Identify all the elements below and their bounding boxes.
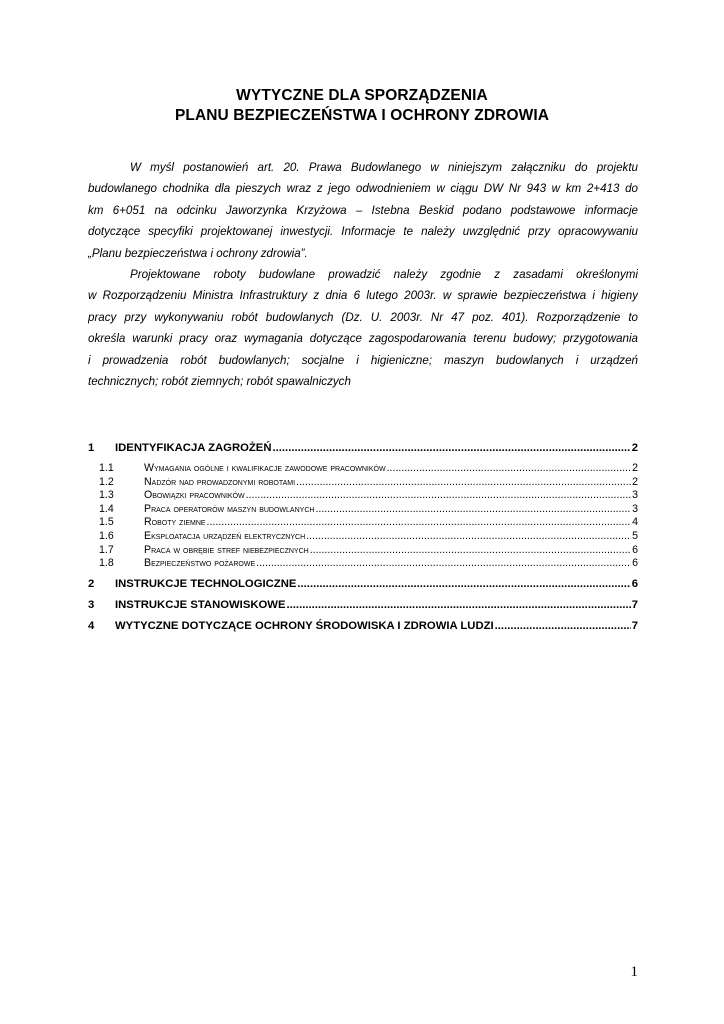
toc-leader [256,557,631,571]
toc-entry-1[interactable] [88,438,638,459]
paragraph-1-line: budowlanego chodnika dla pieszych wraz z jego odwodnieniem w ciągu DW Nr 943 w km 2+413 do [88,182,638,196]
toc-title: Roboty ziemne [144,516,206,529]
toc-entry-3[interactable] [88,595,638,616]
toc-page-number: 2 [632,462,638,474]
paragraph-2-line: Projektowane roboty budowlane prowadzić należy zgodnie z zasadami określonymi [130,267,638,281]
toc-title: IDENTYFIKACJA ZAGROŻEŃ [115,442,272,454]
toc-title: Praca operatorów maszyn budowlanych [144,502,315,515]
toc-number: 1.7 [99,543,114,556]
toc-page-number: 4 [632,516,638,529]
toc-number: 1.6 [99,529,114,542]
table-of-contents [88,438,638,637]
title-line-1: WYTYCZNE DLA SPORZĄDZENIA [236,87,488,104]
toc-number: 1.8 [99,557,114,570]
toc-leader [387,462,631,476]
toc-entry-1-8[interactable] [88,557,638,571]
toc-page-number: 7 [631,598,638,611]
paragraph-1-line: W myśl postanowień art. 20. Prawa Budowlanego w niniejszym załączniku do projektu [130,161,638,174]
paragraph-2-line: i prowadzenia robót budowlanych; socjalne i higieniczne; maszyn budowlanych i urządzeń [88,353,638,367]
toc-title: Bezpieczeństwo pożarowe [144,557,256,570]
toc-page-number: 2 [631,442,638,454]
toc-number: 4 [88,619,95,632]
toc-number: 1.4 [99,502,114,515]
toc-entry-1-3[interactable] [88,489,638,503]
toc-title: INSTRUKCJE TECHNOLOGICZNE [115,577,297,590]
paragraph-1-line: dotyczące specyfiki projektowanej inwestycji. Informacje te należy uwzględnić przy opracowywaniu [88,225,638,239]
toc-title: WYTYCZNE DOTYCZĄCE OCHRONY ŚRODOWISKA I ZDROWIA LUDZI [115,619,494,632]
intro-text [88,157,638,392]
toc-title: Obowiązki pracowników [144,489,245,502]
toc-title: INSTRUKCJE STANOWISKOWE [115,598,286,611]
paragraph-1-line: km 6+051 na odcinku Jaworzynka Krzyżowa – Istebna Beskid podano podstawowe informacje [88,203,638,217]
toc-number: 1 [88,442,95,454]
toc-leader [287,595,631,616]
toc-leader [495,616,631,637]
toc-number: 1.2 [99,475,114,488]
toc-title: Nadzór nad prowadzonymi robotami [144,475,296,488]
document-title [60,86,664,126]
toc-number: 3 [88,598,95,611]
toc-entry-1-6[interactable] [88,530,638,544]
toc-page-number: 5 [632,529,638,542]
toc-leader [315,503,631,517]
toc-page-number: 3 [632,489,638,502]
paragraph-2-line: pracy przy wykonywaniu robót budowlanych (Dz. U. 2003r. Nr 47 poz. 401). Rozporządzenie to [88,310,638,324]
toc-page-number: 7 [631,619,638,632]
toc-number: 2 [88,577,95,590]
title-line-2: PLANU BEZPIECZEŃSTWA I OCHRONY ZDROWIA [174,107,550,124]
toc-leader [310,544,631,558]
toc-leader [246,489,631,503]
toc-number: 1.1 [99,462,114,474]
toc-entry-2[interactable] [88,574,638,595]
toc-leader [296,476,631,490]
toc-page-number: 2 [632,475,638,488]
toc-entry-1-4[interactable] [88,503,638,517]
toc-leader [306,530,631,544]
toc-leader [207,516,632,530]
toc-title: Praca w obrębie stref niebezpiecznych [144,543,309,556]
toc-entry-1-5[interactable] [88,516,638,530]
paragraph-2-line: określa warunki pracy oraz wymagania dotyczące zagospodarowania terenu budowy; przygotowania [88,332,638,346]
toc-title: Wymagania ogólne i kwalifikacje zawodowe pracowników [144,462,386,474]
toc-leader [273,438,631,459]
toc-number: 1.3 [99,489,114,502]
paragraph-2-line: technicznych; robót ziemnych; robót spawalniczych [88,374,351,388]
toc-entry-1-7[interactable] [88,544,638,558]
toc-entry-4[interactable] [88,616,638,637]
page-number: 1 [630,964,638,980]
toc-page-number: 6 [632,543,638,556]
paragraph-1-line: „Planu bezpieczeństwa i ochrony zdrowia”. [88,246,308,260]
toc-page-number: 6 [631,577,638,590]
toc-number: 1.5 [99,516,114,529]
toc-title: Eksploatacja urządzeń elektrycznych [144,529,306,542]
toc-page-number: 3 [632,502,638,515]
toc-entry-1-1[interactable] [88,462,638,476]
toc-leader [297,574,630,595]
paragraph-2-line: w Rozporządzeniu Ministra Infrastruktury z dnia 6 lutego 2003r. w sprawie bezpieczeństwa i higieny [88,289,638,303]
toc-page-number: 6 [632,557,638,570]
toc-entry-1-2[interactable] [88,476,638,490]
